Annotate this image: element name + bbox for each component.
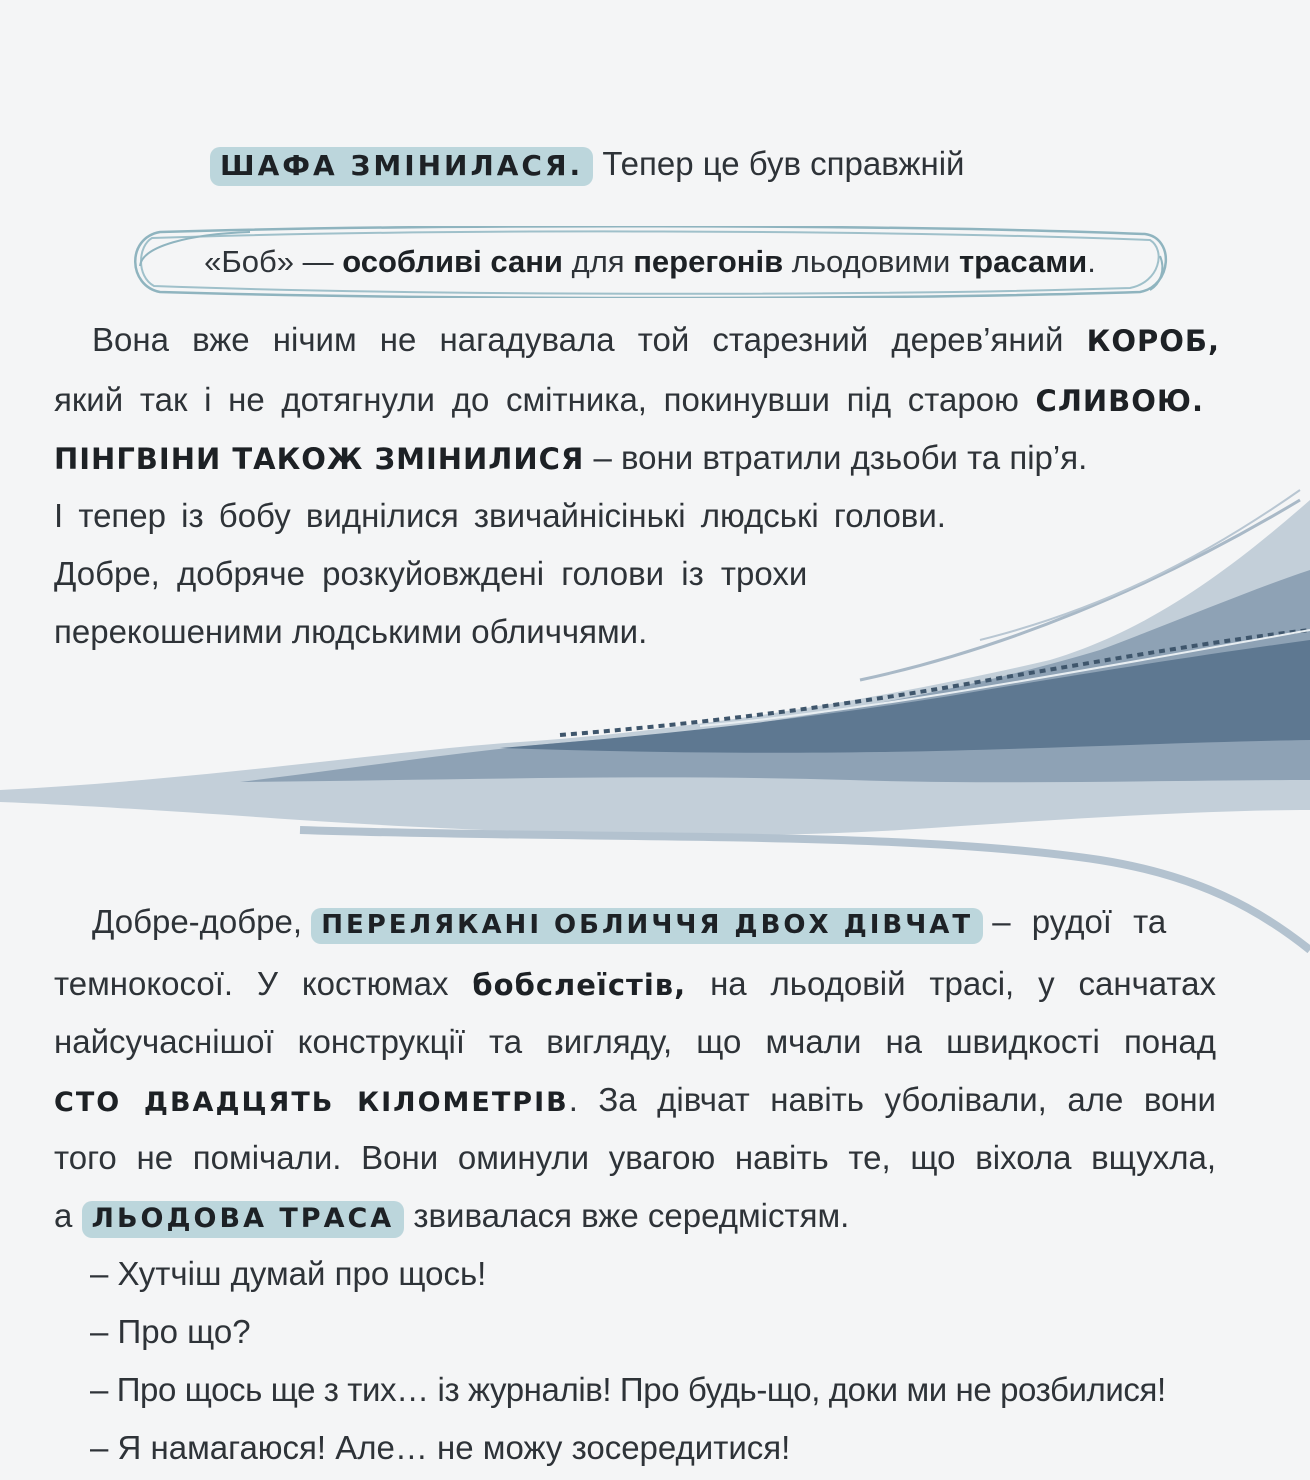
para2-text: Добре-добре,: [92, 903, 303, 940]
para1-bold-pingviny: ПІНГВІНИ ТАКОЖ ЗМІНИЛИСЯ: [54, 442, 585, 476]
caption-part: особливі: [342, 244, 491, 279]
caption-part: перегонів: [633, 244, 784, 279]
para1-text: – вони втратили дзьоби та пір’я.: [584, 439, 1088, 476]
para1-text: Вона вже нічим не нагадувала той старезний дерев’яний: [92, 321, 1064, 358]
para1-bold-korob: КОРОБ,: [1086, 324, 1221, 358]
para2-line4: [54, 1078, 1216, 1125]
para2-line2: [54, 962, 1216, 1007]
caption-oval: [130, 226, 1170, 298]
dialogue-line: [90, 1368, 1166, 1412]
para1-text: який так і не дотягнули до смітника, покинувши під старою: [54, 381, 1019, 418]
caption-part: для: [563, 244, 634, 279]
para2-text: а: [54, 1197, 73, 1234]
caption-text: [130, 240, 1170, 284]
intro-highlight: ШАФА ЗМІНИЛАСЯ.: [210, 147, 593, 186]
para2-bold-speed: СТО ДВАДЦЯТЬ КІЛОМЕТРІВ: [54, 1087, 569, 1118]
dialogue-text: – Про щось ще з тих… із журналів! Про будь-що, доки ми не розбилися!: [90, 1371, 1166, 1408]
para2-text: того не помічали. Вони оминули увагою навіть те, що віхола вщухла,: [54, 1139, 1216, 1176]
para2-text: – рудої та: [992, 903, 1167, 940]
para2-text: звивалася вже середмістям.: [413, 1197, 850, 1234]
para1-line1: [92, 318, 1220, 363]
para2-text: на льодовій трасі, у санчатах: [710, 965, 1216, 1002]
para1-line3: [54, 436, 1087, 481]
para2-highlight-track: ЛЬОДОВА ТРАСА: [82, 1201, 405, 1238]
para2-bold-bobsleighers: бобслеїстів,: [472, 968, 687, 1002]
para1-bold-slyva: СЛИВОЮ.: [1035, 384, 1204, 418]
dialogue-line: [90, 1310, 251, 1354]
caption-part: .: [1087, 244, 1096, 279]
dialogue-line: [90, 1426, 790, 1470]
para2-line6: [54, 1194, 849, 1241]
caption-part: льодовими: [783, 244, 959, 279]
para2-text: . За дівчат навіть уболівали, але вони: [568, 1081, 1216, 1118]
caption-part: трасами: [958, 244, 1088, 279]
para1-line2: [54, 378, 1204, 423]
para2-text: темнокосої. У костюмах: [54, 965, 449, 1002]
caption-boob: «Боб» —: [204, 244, 343, 279]
intro-line: [210, 142, 964, 188]
para2-line3: [54, 1020, 1216, 1064]
para2-highlight-faces: ПЕРЕЛЯКАНІ ОБЛИЧЧЯ ДВОХ ДІВЧАТ: [311, 908, 983, 944]
dialogue-text: – Я намагаюся! Але… не можу зосередитися!: [90, 1429, 791, 1466]
para2-line5: [54, 1136, 1216, 1180]
para1-text: перекошеними людськими обличчями.: [54, 613, 648, 650]
dialogue-text: – Про що?: [90, 1313, 251, 1350]
bobsled-track-illustration: [0, 480, 1310, 960]
para2-text: найсучаснішої конструкції та вигляду, що мчали на швидкості понад: [54, 1023, 1216, 1060]
intro-text: Тепер це був справжній: [602, 145, 965, 182]
para1-text: Добре, добряче розкуйовждені голови із трохи: [54, 555, 808, 592]
dialogue-line: [90, 1252, 486, 1296]
para2-line1: [92, 900, 1166, 947]
caption-part: сани: [490, 244, 563, 279]
para1-text: І тепер із бобу виднілися звичайнісінькі людські голови.: [54, 497, 946, 534]
dialogue-text: – Хутчіш думай про щось!: [90, 1255, 487, 1292]
